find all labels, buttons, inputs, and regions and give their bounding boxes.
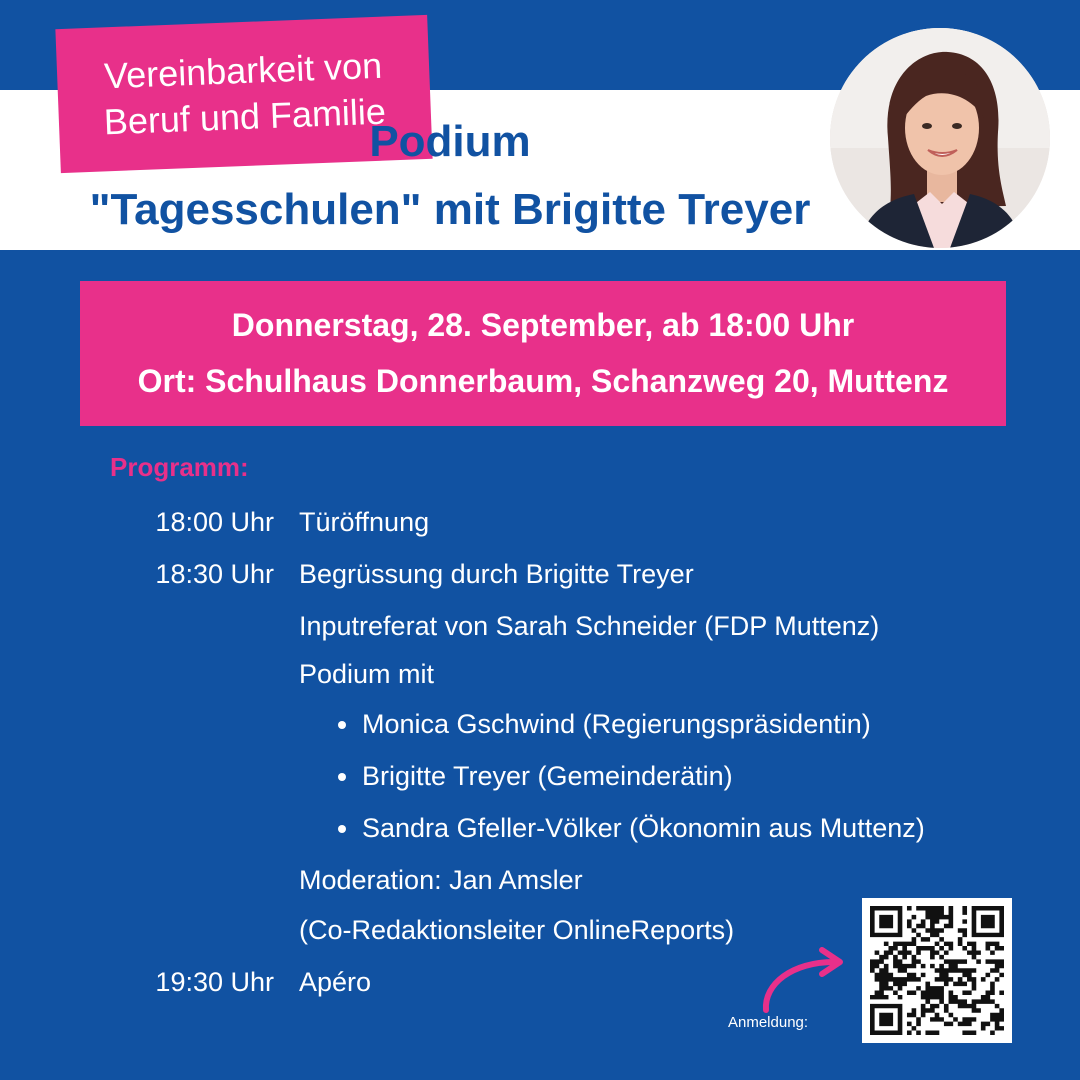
event-date: Donnerstag, 28. September, ab 18:00 Uhr	[231, 307, 855, 343]
panelist-text: Sandra Gfeller-Völker (Ökonomin aus Muttenz)	[362, 813, 925, 843]
panelist-text: Brigitte Treyer (Gemeinderätin)	[362, 761, 733, 791]
bullet-icon	[338, 825, 346, 833]
program-text: Moderation: Jan Amsler	[299, 865, 583, 895]
panelist-item	[0, 698, 1080, 750]
bullet-icon	[338, 721, 346, 729]
panelist-item	[0, 750, 1080, 802]
title-line-2: "Tagesschulen" mit Brigitte Treyer	[89, 185, 811, 234]
qr-code-icon	[870, 906, 1004, 1035]
program-text: Apéro	[299, 967, 372, 997]
event-title	[30, 108, 870, 244]
qr-modules	[870, 906, 1004, 1035]
program-row	[0, 648, 1080, 700]
topic-tag-line-1: Vereinbarkeit von	[103, 44, 383, 97]
program-heading: Programm:	[110, 452, 249, 482]
panelist-text: Monica Gschwind (Regierungspräsidentin)	[362, 709, 871, 739]
program-row	[0, 548, 1080, 600]
topic-tag-line-2: Beruf und Familie	[103, 90, 387, 143]
signup-qr-code[interactable]	[862, 898, 1012, 1043]
title-line-1: Podium	[369, 117, 531, 166]
program-text: (Co-Redaktionsleiter OnlineReports)	[299, 915, 735, 945]
program-time: 19:30 Uhr	[155, 967, 274, 997]
program-text: Inputreferat von Sarah Schneider (FDP Muttenz)	[299, 611, 880, 641]
speaker-portrait	[830, 28, 1050, 248]
portrait-image	[830, 28, 1050, 248]
bullet-icon	[338, 773, 346, 781]
program-text: Begrüssung durch Brigitte Treyer	[299, 559, 694, 589]
signup-label: Anmeldung:	[728, 1014, 809, 1031]
event-info-box	[80, 281, 1006, 426]
panelist-item	[0, 802, 1080, 854]
curved-arrow-icon	[752, 940, 852, 1020]
program-text: Türöffnung	[299, 507, 430, 537]
program-text: Podium mit	[299, 659, 435, 689]
program-time: 18:30 Uhr	[155, 559, 274, 589]
event-location: Ort: Schulhaus Donnerbaum, Schanzweg 20, Muttenz	[137, 363, 949, 399]
program-row	[0, 496, 1080, 548]
program-row	[0, 600, 1080, 652]
program-time: 18:00 Uhr	[155, 507, 274, 537]
